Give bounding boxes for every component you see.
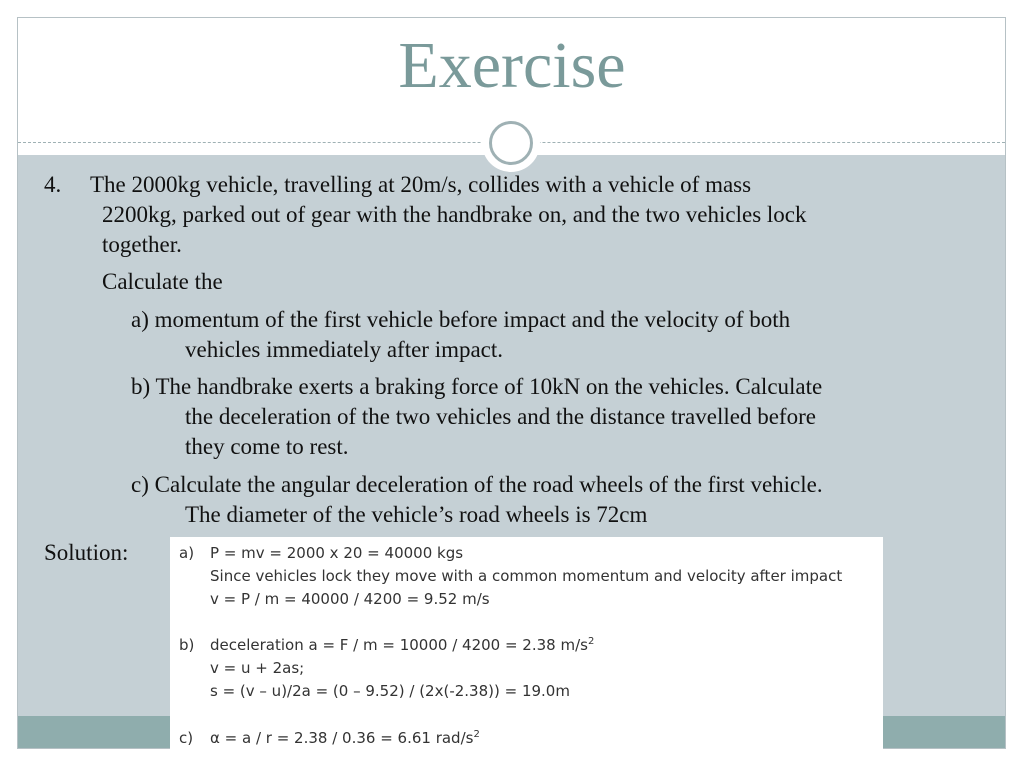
solution-a-line: Since vehicles lock they move with a common momentum and velocity after impact bbox=[210, 567, 843, 585]
part-a-line: a) momentum of the first vehicle before impact and the velocity of both bbox=[131, 307, 791, 332]
solution-b-label: b) bbox=[179, 636, 195, 654]
solution-label: Solution: bbox=[44, 540, 129, 565]
solution-b-line: v = u + 2as; bbox=[210, 659, 305, 677]
solution-a-line: v = P / m = 40000 / 4200 = 9.52 m/s bbox=[210, 590, 490, 608]
part-b-line: b) The handbrake exerts a braking force of 10kN on the vehicles. Calculate bbox=[131, 374, 823, 399]
part-c-line: The diameter of the vehicle’s road wheels is 72cm bbox=[185, 502, 648, 527]
prompt-text: Calculate the bbox=[102, 269, 223, 294]
question-line: together. bbox=[102, 232, 182, 257]
question-number: 4. bbox=[44, 172, 62, 197]
solution-c-line: α = a / r = 2.38 / 0.36 = 6.61 rad/$s^2$ bbox=[210, 729, 480, 747]
solution-b-line: s = (v – u)/2a = (0 – 9.52) / (2x(-2.38)) = 19.0m bbox=[210, 682, 570, 700]
part-c-line: c) Calculate the angular deceleration of the road wheels of the first vehicle. bbox=[131, 472, 823, 497]
solution-c-label: c) bbox=[179, 729, 194, 747]
solution-a-line: P = mv = 2000 x 20 = 40000 kgs bbox=[210, 544, 464, 562]
question-line: The 2000kg vehicle, travelling at 20m/s, collides with a vehicle of mass bbox=[90, 172, 752, 197]
slide-title: Exercise bbox=[398, 29, 626, 102]
part-b-line: they come to rest. bbox=[185, 434, 349, 459]
solution-image bbox=[170, 537, 883, 751]
solution-b-line: deceleration a = F / m = 10000 / 4200 = 2.38 $m/s^2$ bbox=[210, 636, 595, 654]
question-line: 2200kg, parked out of gear with the handbrake on, and the two vehicles lock bbox=[102, 202, 807, 227]
solution-a-label: a) bbox=[179, 544, 195, 562]
part-b-line: the deceleration of the two vehicles and the distance travelled before bbox=[185, 404, 816, 429]
part-a-line: vehicles immediately after impact. bbox=[185, 337, 504, 362]
